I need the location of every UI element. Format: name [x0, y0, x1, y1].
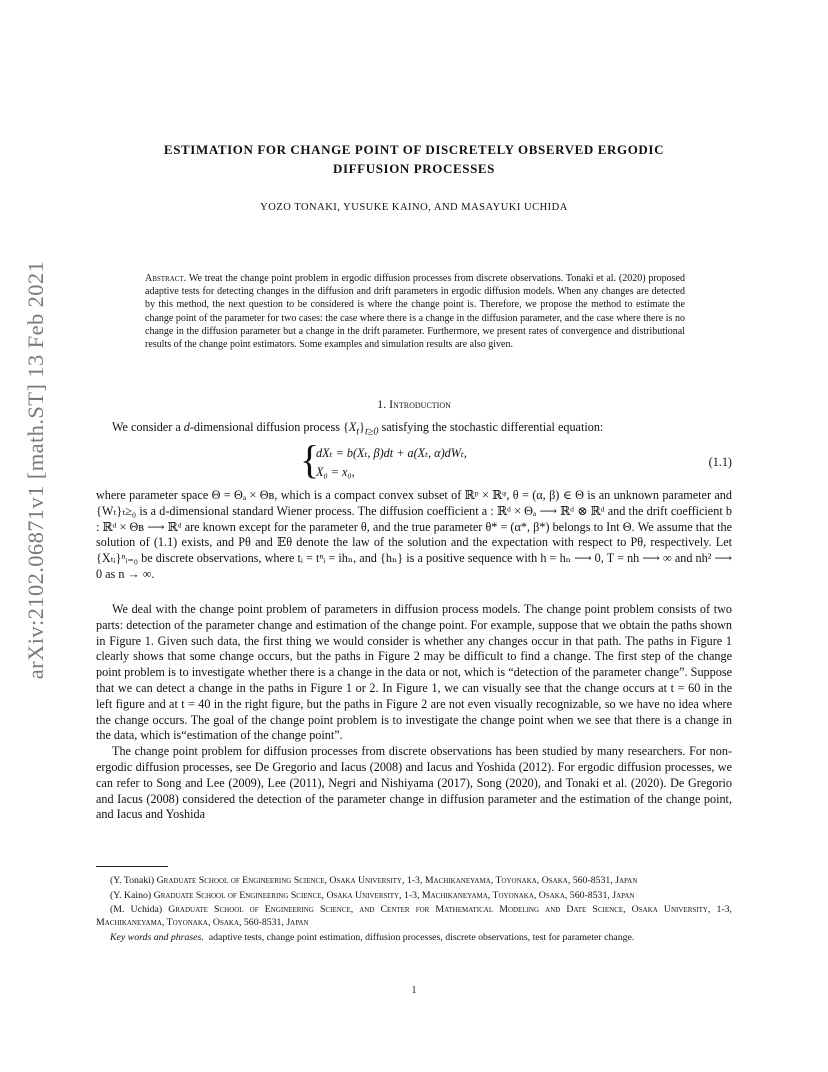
equation-line-1: dXₜ = b(Xₜ, β)dt + a(Xₜ, α)dWₜ, [316, 446, 467, 460]
abstract-text: We treat the change point problem in ergodic diffusion processes from discrete observations. Tonaki et al. (2020) proposed adaptive tests for detecting changes in the diffusion and drift parameters in ergodic diffusion models. When any changes are detected by this method, the next question to be considered is where the change point is. Therefore, we propose the method to estimate the change point of the parameter for two cases: the case where there is a change in the diffusion parameter, and the case where there is no change in the diffusion parameter but a change in the drift parameter. Furthermore, we present rates of convergence and distributional results of the change point estimators. Some examples and simulation results are also given. [145, 273, 685, 351]
footnote-tonaki-address: Graduate School of Engineering Science, Osaka University, 1-3, Machikaneyama, Toyonaka, Osaka, 560-8531, Japan [156, 875, 638, 886]
page-number: 1 [411, 985, 417, 996]
footnote-tonaki-name: (Y. Tonaki) [110, 875, 155, 886]
intro-sentence: We consider a d-dimensional diffusion process $\{X_t\}_{t\ge 0}$ satisfying the stochastic differential equation: [112, 420, 604, 438]
section-title: Introduction [389, 397, 451, 411]
footnote-tonaki [96, 874, 732, 887]
title-line-1: ESTIMATION FOR CHANGE POINT OF DISCRETELY OBSERVED ERGODIC [163, 142, 665, 157]
paragraph-parameters [96, 488, 732, 583]
footnote-uchida-address: Graduate School of Engineering Science, and Center for Mathematical Modeling and Date Science, Osaka University, 1-3, Machikaneyama, Toyonaka, Osaka, 560-8531, Japan [96, 904, 732, 928]
paragraph-3: We deal with the change point problem of parameters in diffusion process models. The change point problem consists of two parts: detection of the parameter change and estimation of the change point. For example, suppose that we obtain the paths shown in Figure 1. Given such data, the first thing we would consider is whether any changes occur in that path. The paths in Figure 1 clearly shows that some change occurs, but the paths in Figure 2 may be difficult to find a change. The first step of the change point problem is to investigate whether there is a change in the data or not, which is “detection of the parameter change”. Suppose that we can detect a change in the paths in Figure 1 or 2. In Figure 1, we can visually see that the change occurs at t = 60 in the left figure and at t = 40 in the right figure, but the paths in Figure 2 are not even visually recognizable, so we have no idea where the change occurs. The goal of the change point problem is to investigate the change point when we see that there is a change in the data, which is“estimation of the change point”. [96, 602, 732, 743]
paragraph-2: where parameter space Θ = Θₐ × Θʙ, which is a compact convex subset of ℝᵖ × ℝᵠ, θ = (α, β) ∈ Θ is an unknown parameter and {Wₜ}ₜ≥₀ is a d-dimensional standard Wiener process. The diffusion coefficient a : ℝᵈ × Θₐ ⟶ ℝᵈ ⊗ ℝᵈ and the drift coefficient b : ℝᵈ × Θʙ ⟶ ℝᵈ are known except for the parameter θ, and the true parameter θ* = (α*, β*) belongs to Int Θ. We assume that the solution of (1.1) exists, and Pθ and 𝔼θ denote the law of the solution and the expectation with respect to Pθ, respectively. Let {Xₜᵢ}ⁿᵢ₌₀ be discrete observations, where tᵢ = tⁿᵢ = ihₙ, and {hₙ} is a positive sequence with h = hₙ ⟶ 0, T = nh ⟶ ∞ and nh² ⟶ 0 as n → ∞. [96, 488, 732, 581]
intro-sub-range: t≥0 [364, 426, 379, 438]
intro-sub-t: t [356, 426, 360, 438]
section-number: 1. [377, 397, 387, 411]
intro-text-1: We consider a [112, 420, 184, 434]
title-line-2: DIFFUSION PROCESSES [332, 161, 496, 176]
footnote-kaino [96, 889, 732, 902]
arxiv-sidebar-stamp [16, 260, 56, 680]
equation-brace: { [300, 437, 320, 482]
section-heading [96, 397, 732, 412]
intro-var-x: X [348, 420, 357, 434]
equation-1-1 [300, 437, 732, 482]
footnote-kaino-name: (Y. Kaino) [110, 889, 152, 901]
intro-text-2: -dimensional diffusion process { [189, 420, 349, 434]
footnote-keywords [96, 931, 732, 944]
paragraph-change-point [96, 602, 732, 823]
equation-line-2: X₀ = x₀, [316, 465, 355, 479]
footnote-uchida [96, 903, 732, 929]
footnote-uchida-name: (M. Uchida) [110, 904, 163, 915]
footnotes [96, 874, 732, 945]
footnote-kaino-address: Graduate School of Engineering Science, Osaka University, 1-3, Machikaneyama, Toyonaka, Osaka, 560-8531, Japan [153, 889, 635, 901]
author-list: YOZO TONAKI, YUSUKE KAINO, AND MASAYUKI UCHIDA [260, 202, 568, 213]
keywords-label: Key words and phrases. [110, 931, 204, 943]
paragraph-4: The change point problem for diffusion processes from discrete observations has been studied by many researchers. For non-ergodic diffusion processes, see De Gregorio and Iacus (2008) and Iacus and Yoshida (2012). For ergodic diffusion processes, we can refer to Song and Lee (2009), Lee (2011), Negri and Nishiyama (2017), Song (2020), and Tonaki et al. (2020). De Gregorio and Iacus (2008) considered the detection of the parameter change in diffusion parameter and the estimation of the change point, and Iacus and Yoshida [96, 744, 732, 822]
paper-title [96, 140, 732, 178]
equation-number: (1.1) [708, 455, 732, 469]
abstract [145, 272, 685, 351]
keywords-text: adaptive tests, change point estimation, diffusion processes, discrete observations, test for parameter change. [208, 931, 635, 943]
intro-var-d: d [183, 420, 190, 434]
abstract-label: Abstract. [145, 273, 187, 284]
footnote-rule [96, 866, 168, 867]
intro-text-3: satisfying the stochastic differential equation: [378, 420, 604, 434]
arxiv-id: arXiv:2102.06871v1 [math.ST] 13 Feb 2021 [23, 260, 48, 680]
